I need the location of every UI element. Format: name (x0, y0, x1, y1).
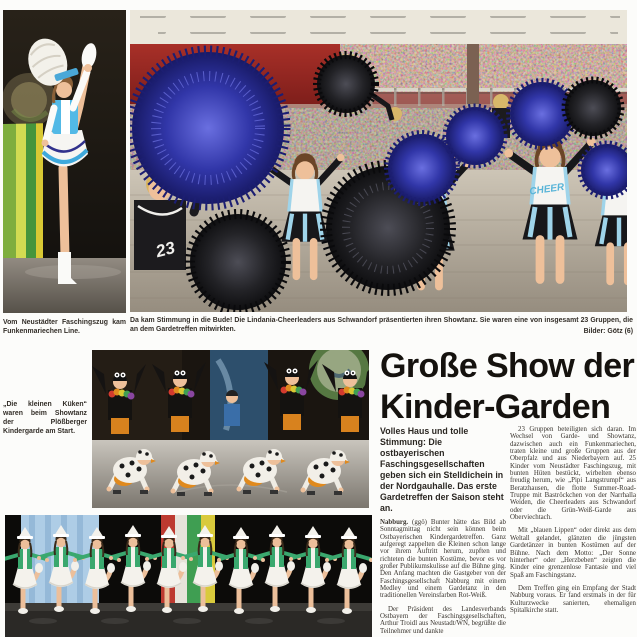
caption-cheerleaders-wrap (130, 316, 633, 336)
article-paragraph: 23 Gruppen beteiligten sich daran. Im Wechsel von Garde- und Showtanz, dazwischen auch ein Funkenmariechen, traten kleine und große Gruppen aus der Oberpfalz und aus Niederbayern auf. 25 Kinder vom Neustädter Faschingszug, mit bunten Hüten bestückt, wirbelten ebenso freudig herum, wie „Pipi Langstrumpf“ aus Beratzhausen, die flotte Summer-Road-Truppe mit Baströckchen von der Narrhalla Weiden, die Cheerleaders aus Schwandorf oder die Grün-Weiß-Garde aus Oberviechtach. (510, 426, 636, 522)
photo-kueken (92, 350, 369, 508)
cheerleaders-illustration (130, 10, 627, 312)
caption-cheerleaders: Da kam Stimmung in die Bude! Die Lindania-Cheerleaders aus Schwandorf präsentierten ihren Showtanz. Sie waren eine von insgesamt 23 Gruppen, die an dem Gardetreffen mitwirkten. (130, 317, 633, 333)
article-paragraph: Nabburg. (ggö) Bunter hätte das Bild ab Sonntagmittag nicht sein können beim Ostbayerischen Kindergardetreffen. Ganz aufgeregt zappelten die Kleinen schon lange vor ihrem Auftritt herum, zupften und richteten die bunten Kostüme, bevor es vor großer Publikumskulisse auf die Bühne ging. Den Anfang machten die Gastgeber von der Faschingsgesellschaft Nabburg mit einem Medley und einem Gardetanz in den traditionellen Vereinsfarben Rot-Weiß. (380, 519, 506, 600)
photo-cheerleaders (130, 10, 627, 312)
photo-funkenmariechen (3, 10, 126, 313)
dateline: Nabburg. (380, 519, 409, 526)
article-headline: Große Show der Kinder-Garden (380, 347, 635, 426)
garde-illustration (5, 515, 372, 637)
kueken-illustration (92, 350, 369, 508)
funkenmariechen-illustration (3, 10, 126, 313)
article-column-2 (510, 426, 636, 637)
photo-credit: Bilder: Götz (6) (583, 328, 633, 335)
article-column-1 (380, 426, 506, 637)
blue-kid-figure (224, 390, 240, 426)
author-abbr: (ggö) (412, 519, 427, 526)
article-subhead: Volles Haus und tolle Stimmung: Die ostbayerischen Faschingsgesellschaften geben sich ein Stelldichein in der Nordgauhalle. Das erste Gardetreffen der Saison steht an. (380, 426, 504, 513)
caption-kueken: „Die kleinen Küken“ waren beim Showtanz der Plößberger Kindergarde am Start. (3, 401, 87, 435)
article-paragraph: Dem Treffen ging ein Empfang der Stadt Nabburg voraus. Er fand erstmals in der für Kulturzwecke sanierten, ehemaligen Spitalkirche statt. (510, 584, 636, 614)
caption-funkenmariechen: Vom Neustädter Faschingszug kam Funkenmariechen Line. (3, 319, 126, 335)
article-paragraph: Der Präsident des Landesverbands Ostbayern der Faschingsgesellschaften, Arthur Troidl aus Neustadt/WN, begrüßte die Teilnehmer und dankte (380, 605, 506, 635)
jersey-number: 23 (153, 238, 177, 262)
article-paragraph: Mit „blauen Lippen“ oder direkt aus dem Weltall gelandet, glänzten die jüngsten Gardetänzer in bunten Kostümen auf der Bühne. Nach dem Motto: „Der Sonne hinterher“ oder „Herzbeben“ zeigten die Kinder eine grenzenlose Fantasie und viel Spaß am Faschingstanz. (510, 527, 636, 579)
photo-garde (5, 515, 372, 637)
shirt-text: CHEER (528, 181, 565, 198)
